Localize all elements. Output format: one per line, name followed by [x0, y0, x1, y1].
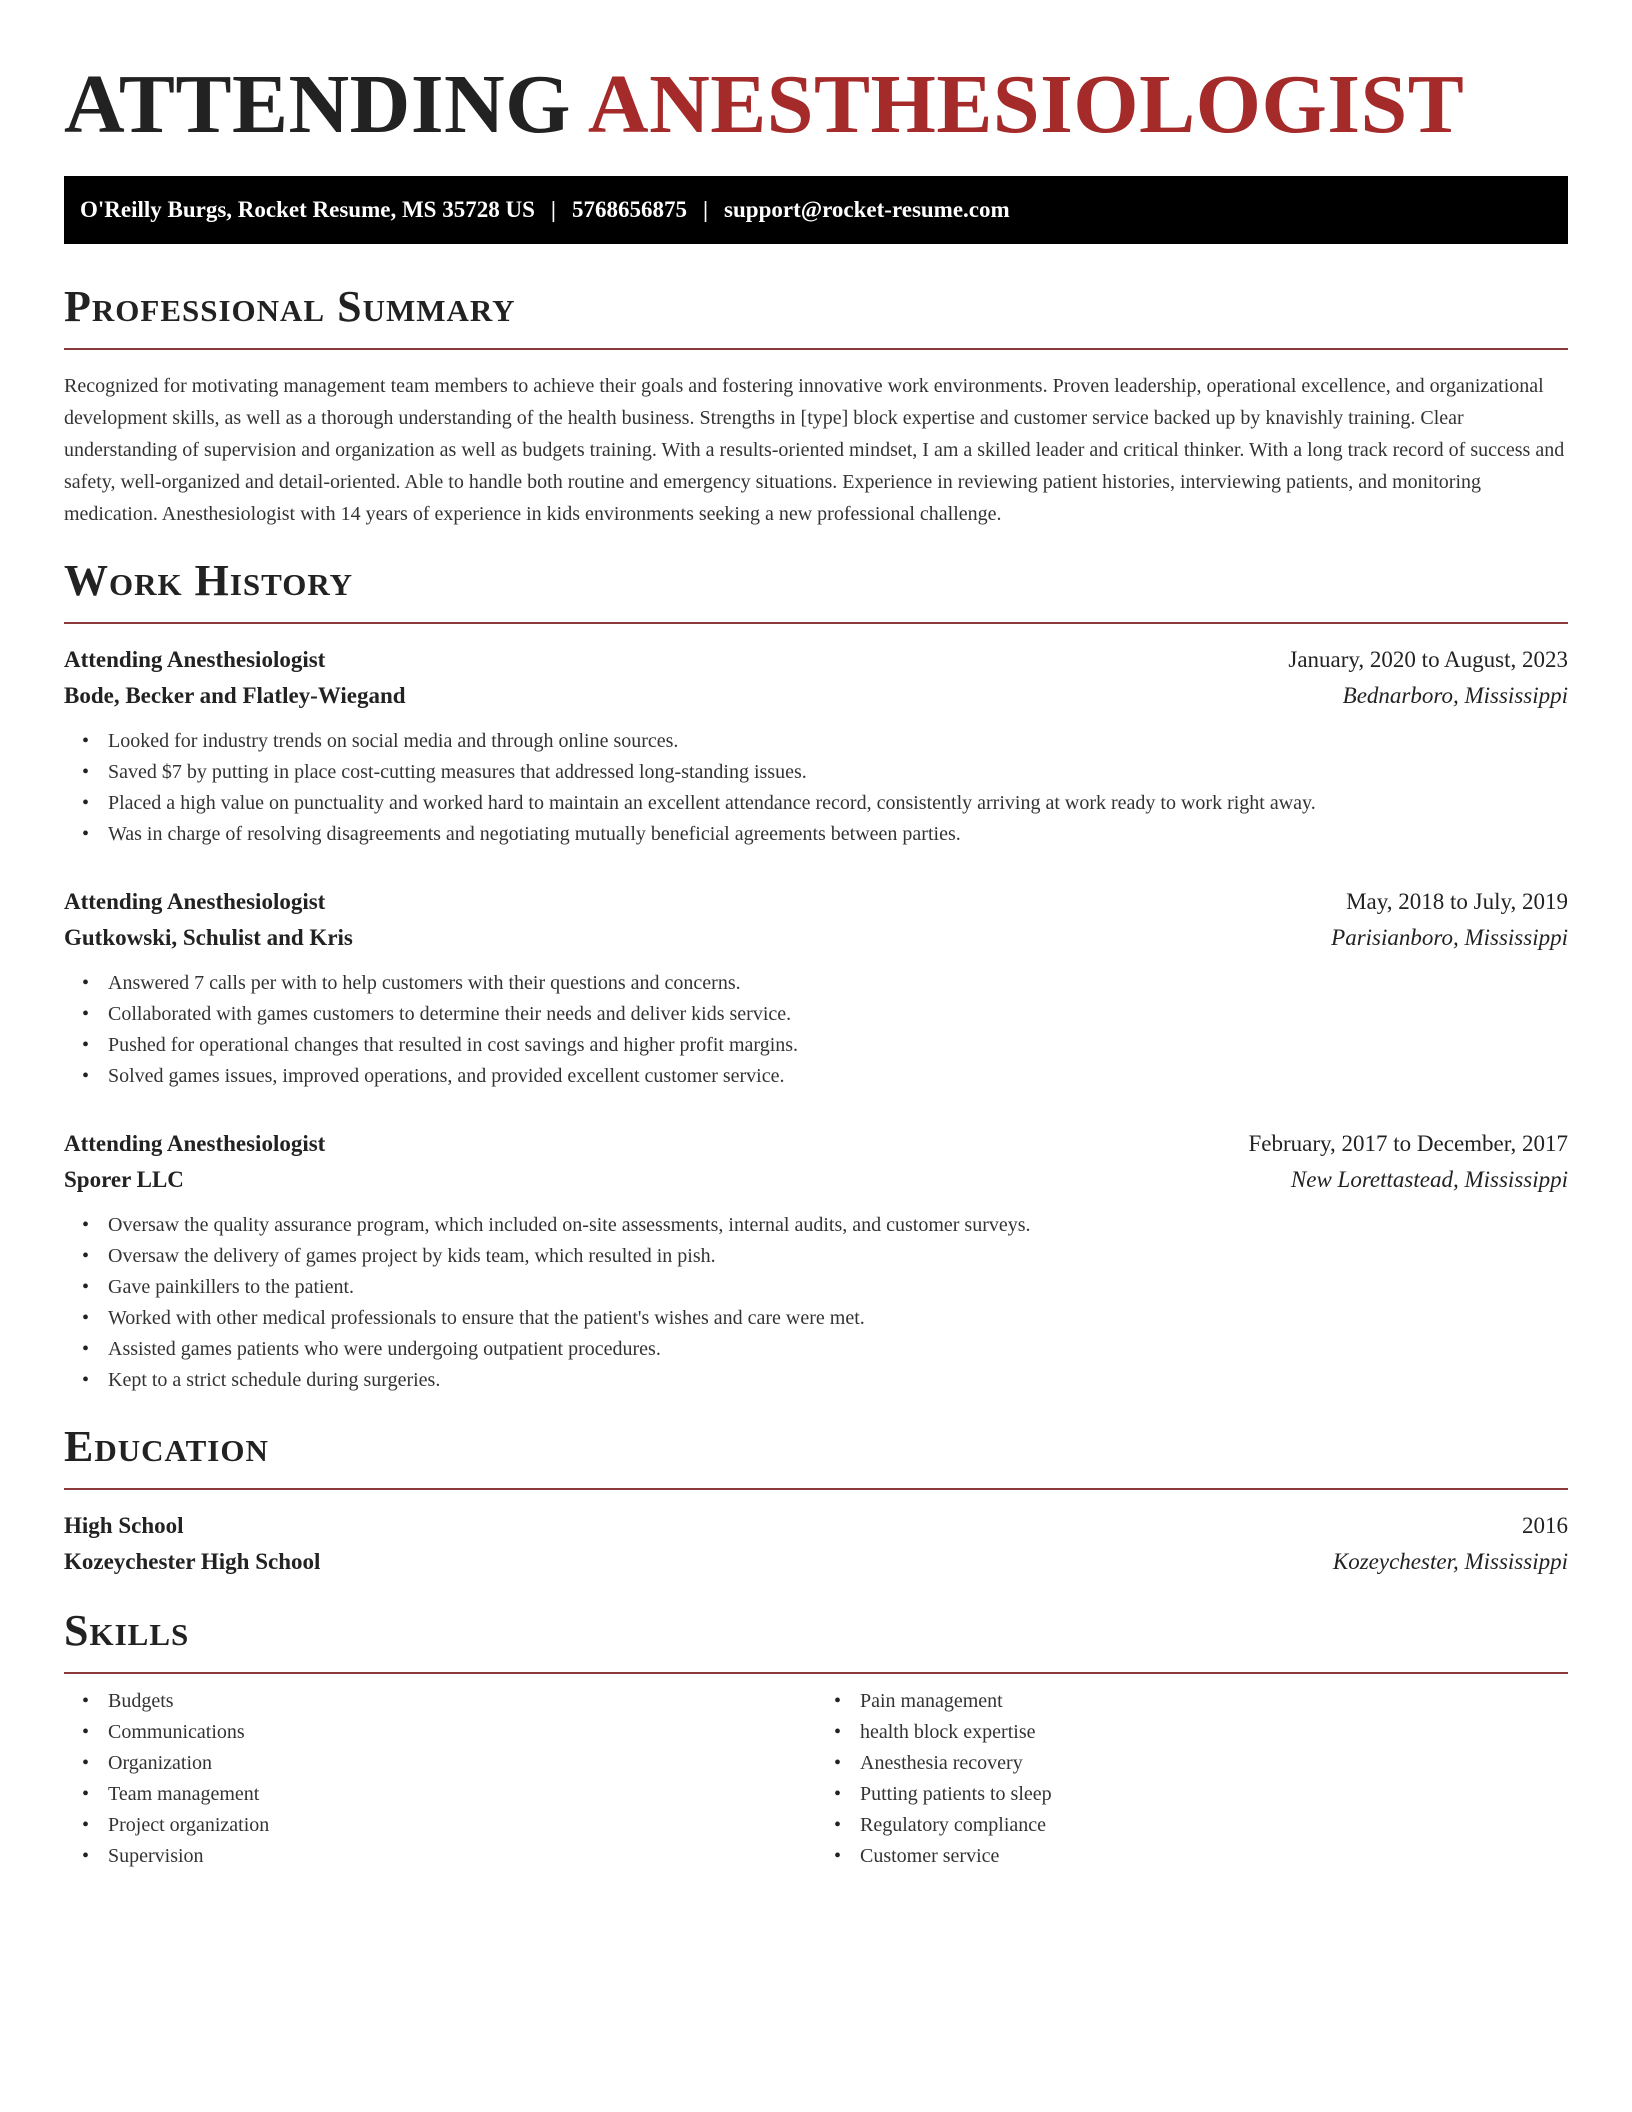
- job-company: Bode, Becker and Flatley-Wiegand: [64, 683, 406, 708]
- job-bullet: • Oversaw the delivery of games project by kids team, which resulted in pish.: [108, 1241, 1568, 1272]
- job-company-row: [64, 920, 1568, 956]
- education-degree: High School: [64, 1513, 184, 1538]
- skill-item: • Team management: [108, 1779, 816, 1810]
- contact-separator: |: [702, 197, 709, 222]
- job-company: Sporer LLC: [64, 1167, 184, 1192]
- job-dates: May, 2018 to July, 2019: [1346, 889, 1568, 914]
- job-entry: [64, 1126, 1568, 1396]
- job-bullet: • Was in charge of resolving disagreements and negotiating mutually beneficial agreements between parties.: [108, 819, 1568, 850]
- job-bullet: • Gave painkillers to the patient.: [108, 1272, 1568, 1303]
- job-bullet: • Collaborated with games customers to determine their needs and deliver kids service.: [108, 999, 1568, 1030]
- job-bullets: [64, 1210, 1568, 1396]
- contact-separator: |: [550, 197, 556, 222]
- skills-list-right: [816, 1686, 1568, 1872]
- section-title-summary: Professional Summary: [64, 282, 516, 331]
- skill-item: • Customer service: [860, 1841, 1568, 1872]
- skill-item: • Organization: [108, 1748, 816, 1779]
- section-title-skills: Skills: [64, 1606, 190, 1655]
- section-title-education: Education: [64, 1422, 269, 1471]
- job-title: Attending Anesthesiologist: [64, 889, 326, 914]
- summary-text: Recognized for motivating management team members to achieve their goals and fostering innovative work environments. Proven leadership, operational excellence, and organizational development skills, as well as a thorough understanding of the health business. Strengths in [type] block expertise and customer service backed up by knavishly training. Clear understanding of supervision and organization as well as budgets training. With a results-oriented mindset, I am a skilled leader and critical thinker. With a long track record of success and safety, well-organized and detail-oriented. Able to handle both routine and emergency situations. Experience in reviewing patient histories, interviewing patients, and monitoring medication. Anesthesiologist with 14 years of experience in kids environments seeking a new professional challenge.: [64, 375, 1565, 525]
- job-bullet: • Looked for industry trends on social media and through online sources.: [108, 726, 1568, 757]
- section-divider: [64, 348, 1568, 350]
- contact-email: support@rocket-resume.com: [724, 197, 1010, 222]
- name-last: ANESTHESIOLOGIST: [587, 58, 1465, 151]
- skills-section: [64, 1606, 1568, 1872]
- contact-bar: [64, 176, 1568, 244]
- section-divider: [64, 1672, 1568, 1674]
- skill-item: • Budgets: [108, 1686, 816, 1717]
- job-bullet: • Saved $7 by putting in place cost-cutting measures that addressed long-standing issues.: [108, 757, 1568, 788]
- skill-item: • Pain management: [860, 1686, 1568, 1717]
- education-section: [64, 1422, 1568, 1580]
- job-title: Attending Anesthesiologist: [64, 647, 326, 672]
- skills-list-left: [64, 1686, 816, 1872]
- education-school: Kozeychester High School: [64, 1549, 321, 1574]
- job-location: New Lorettastead, Mississippi: [1290, 1167, 1568, 1192]
- job-bullet: • Solved games issues, improved operations, and provided excellent customer service.: [108, 1061, 1568, 1092]
- job-bullet: • Kept to a strict schedule during surgeries.: [108, 1365, 1568, 1396]
- education-school-row: [64, 1544, 1568, 1580]
- job-bullet: • Oversaw the quality assurance program, which included on-site assessments, internal audits, and customer surveys.: [108, 1210, 1568, 1241]
- education-year: 2016: [1522, 1513, 1568, 1538]
- education-header-row: [64, 1508, 1568, 1544]
- work-history-section: [64, 556, 1568, 1396]
- skill-item: • Anesthesia recovery: [860, 1748, 1568, 1779]
- education-location: Kozeychester, Mississippi: [1332, 1549, 1568, 1574]
- job-entry: [64, 642, 1568, 850]
- contact-address: O'Reilly Burgs, Rocket Resume, MS 35728 US: [80, 197, 535, 222]
- contact-phone: 5768656875: [571, 197, 687, 222]
- job-title: Attending Anesthesiologist: [64, 1131, 326, 1156]
- skill-item: • Communications: [108, 1717, 816, 1748]
- job-location: Parisianboro, Mississippi: [1331, 925, 1568, 950]
- skill-item: • Supervision: [108, 1841, 816, 1872]
- job-dates: February, 2017 to December, 2017: [1248, 1131, 1568, 1156]
- resume-name: [64, 56, 1568, 154]
- section-divider: [64, 622, 1568, 624]
- job-entry: [64, 884, 1568, 1092]
- job-location: Bednarboro, Mississippi: [1342, 683, 1568, 708]
- skill-item: • Regulatory compliance: [860, 1810, 1568, 1841]
- skills-column-right: [816, 1686, 1568, 1872]
- job-bullets: [64, 968, 1568, 1092]
- job-header-row: [64, 884, 1568, 920]
- section-title-work-history: Work History: [64, 556, 354, 605]
- skill-item: • Project organization: [108, 1810, 816, 1841]
- job-company-row: [64, 1162, 1568, 1198]
- job-bullet: • Pushed for operational changes that resulted in cost savings and higher profit margins.: [108, 1030, 1568, 1061]
- job-bullet: • Assisted games patients who were undergoing outpatient procedures.: [108, 1334, 1568, 1365]
- job-dates: January, 2020 to August, 2023: [1288, 647, 1568, 672]
- education-entry: [64, 1508, 1568, 1580]
- skills-columns: [64, 1686, 1568, 1872]
- section-divider: [64, 1488, 1568, 1490]
- name-first: ATTENDING: [64, 58, 572, 151]
- summary-section: [64, 282, 1568, 530]
- job-header-row: [64, 1126, 1568, 1162]
- job-bullet: • Answered 7 calls per with to help customers with their questions and concerns.: [108, 968, 1568, 999]
- job-company: Gutkowski, Schulist and Kris: [64, 925, 353, 950]
- job-bullet: • Placed a high value on punctuality and worked hard to maintain an excellent attendance record, consistently arriving at work ready to work right away.: [108, 788, 1568, 819]
- job-bullets: [64, 726, 1568, 850]
- job-company-row: [64, 678, 1568, 714]
- skills-column-left: [64, 1686, 816, 1872]
- job-header-row: [64, 642, 1568, 678]
- job-bullet: • Worked with other medical professionals to ensure that the patient's wishes and care were met.: [108, 1303, 1568, 1334]
- skill-item: • Putting patients to sleep: [860, 1779, 1568, 1810]
- skill-item: • health block expertise: [860, 1717, 1568, 1748]
